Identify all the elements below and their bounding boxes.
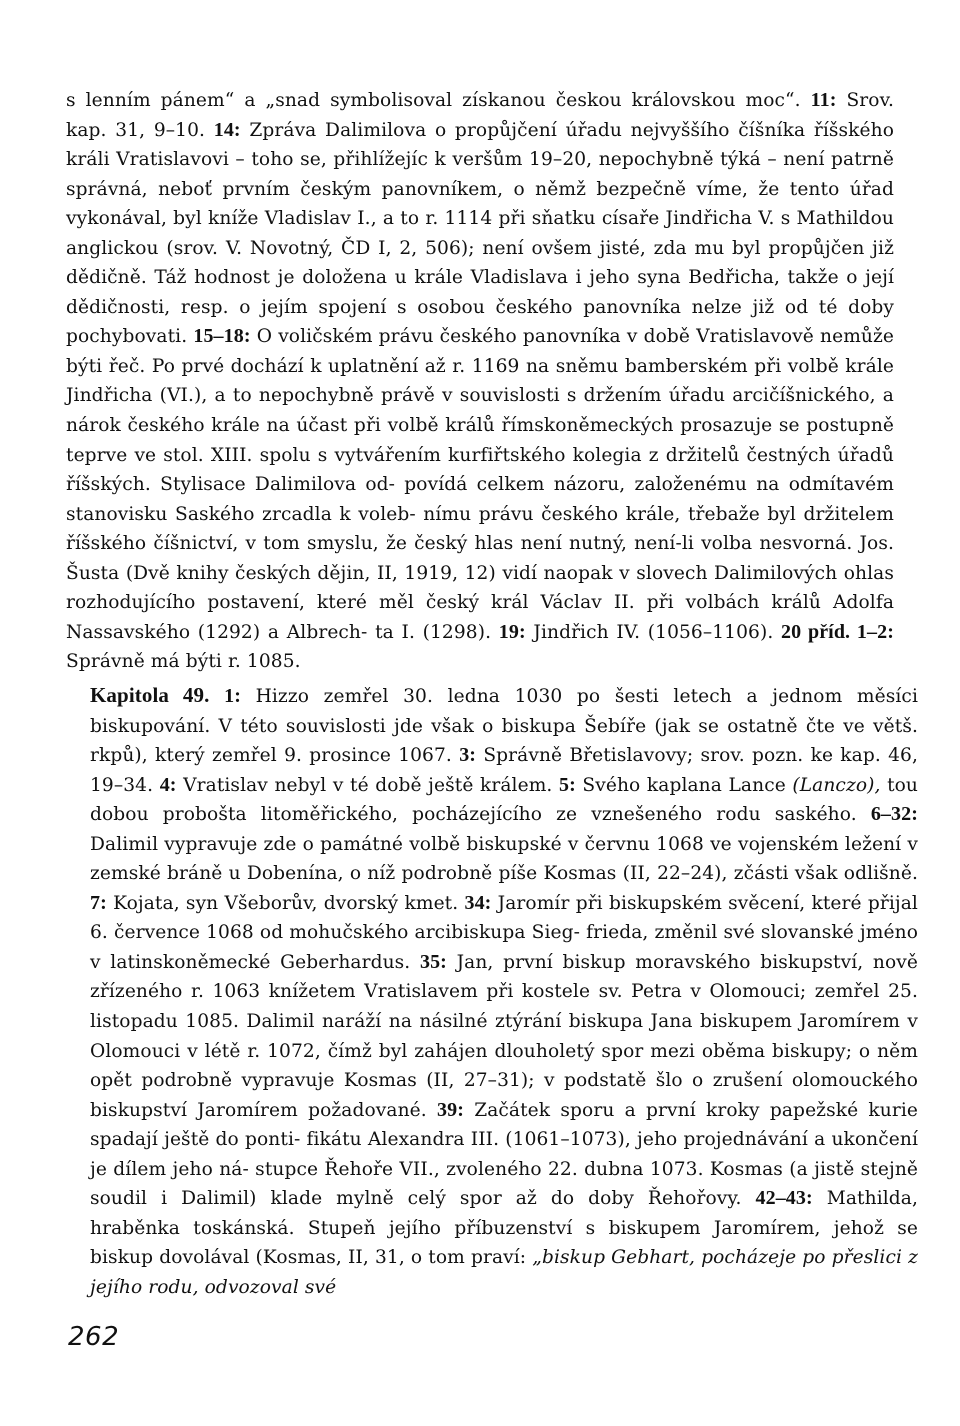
verse-reference: 39: <box>437 1098 464 1121</box>
commentary-paragraph-chapter-49 <box>90 681 918 1302</box>
body-text <box>209 686 224 707</box>
verse-reference: 7: <box>90 891 107 914</box>
verse-reference: 6–32: <box>870 803 918 826</box>
body-text: Mathilda, hraběnka toskánská. Stupeň jejího příbuzenství s biskupem Jaromírem, jehož se biskup dovolával (Kosmas, II, 31, o tom praví: <box>90 1188 918 1269</box>
verse-reference: 34: <box>464 891 492 914</box>
body-text: Dalimil vypravuje zde o památné volbě biskupské v červnu 1068 ve vojenském ležení v zemské bráně u Dobenína, o níž podrobně píše Kosmas (II, 22–24), zčásti však odlišně. <box>90 833 918 885</box>
body-text: s lenním pánem“ a „snad symbolisoval získanou českou královskou moc“. <box>66 90 811 111</box>
verse-reference: 11: <box>810 89 837 111</box>
body-text: Začátek sporu a první kroky papežské kurie spadají ještě do ponti- fikátu Alexandra III. (1061–1073), jeho projednávání a ukončení je dílem jeho ná- stupce Řehoře VII., zvoleného 22. dubna 1073. Kosmas (a jistě stejně soudil i Dalimil) klade mylně celý spor až do doby Řehořovy. <box>90 1099 918 1210</box>
chapter-heading: Kapitola 49. <box>90 683 210 707</box>
body-text: Jan, první biskup moravského biskupství, nově zřízeného r. 1063 knížetem Vratislavem při kostele sv. Petra v Olomouci; zemřel 25. listopadu 1085. Dalimil naráží na násilné ztýrání biskupa Jana biskupem Jaromírem v Olomouci v létě r. 1072, čímž byl zahájen dlouholetý spor mezi oběma biskupy; o něm opět podrobně vypravuje Kosmas (II, 27–31); v podstatě šlo o zrušení olomouckého biskupství Jaromírem požadované. <box>90 951 918 1121</box>
page-number: 262 <box>68 1322 120 1352</box>
body-text: Jaromír při biskupském svěcení, které přijal 6. července 1068 od mohučského arcibiskupa Sieg- frieda, změnil své slovanské jméno v latinskoněmecké Geberhardus. <box>90 892 918 973</box>
italic-quote: (Lanczo), <box>792 774 881 796</box>
body-text: Správně má býti r. 1085. <box>66 651 301 673</box>
verse-reference: 1: <box>224 685 241 707</box>
body-text: Správně Břetislavovy; srov. pozn. ke kap. 46, 19–34. <box>90 745 918 796</box>
body-text: Kojata, syn Všeborův, dvorský kmet. <box>106 892 465 914</box>
verse-reference: 42–43: <box>755 1187 813 1210</box>
verse-reference: 15–18: <box>193 325 251 348</box>
body-text: Zpráva Dalimilova o propůjčení úřadu nejvyššího číšníka říšského králi Vratislavovi – toho se, přihlížejíc k veršům 19–20, nepochybně týká – není patrně správná, neboť prvním českým panovníkem, o němž bezpečně víme, že tento úřad vykonával, byl kníže Vladislav I., a to r. 1114 při sňatku císaře Jindřicha V. s Mathildou anglickou (srov. V. Novotný, ČD I, 2, 506); není ovšem jisté, zda mu byl propůjčen již dědičně. Táž hodnost je doložena u krále Vladislava i jeho syna Bedřicha, takže o její dědičnosti, resp. o jejím spojení s osobou českého panovníka nelze již od té doby pochybovati. <box>66 119 894 348</box>
body-text: Srov. kap. 31, 9–10. <box>66 90 894 141</box>
verse-reference: 5: <box>559 773 576 796</box>
body-text: Svého kaplana Lance <box>575 774 793 796</box>
body-text: tou dobou probošta litoměřického, pocházejícího ze vznešeného rodu saského. <box>90 774 919 826</box>
verse-reference: 14: <box>213 118 241 141</box>
italic-quote: „biskup Gebhart, pocházeje po přeslici z jejího rodu, odvozoval své <box>90 1247 918 1298</box>
verse-reference: 4: <box>159 773 177 796</box>
verse-reference: 35: <box>419 950 447 973</box>
commentary-paragraph-chapter-48 <box>66 86 894 677</box>
body-text: Vratislav nebyl v té době ještě králem. <box>176 774 559 796</box>
body-text: Jindřich IV. (1056–1106). <box>525 621 782 643</box>
body-text: Hizzo zemřel 30. ledna 1030 po šesti letech a jednom měsíci biskupování. V této souvislosti jde však o biskupa Šebíře (jak se ostatně čte ve větš. rkpů), který zemřel 9. prosince 1067. <box>90 686 918 767</box>
verse-reference: 3: <box>459 744 477 767</box>
verse-reference: 20 příd. 1–2: <box>781 620 894 643</box>
verse-reference: 19: <box>498 620 526 643</box>
body-text: O voličském právu českého panovníka v době Vratislavově nemůže býti řeč. Po prvé dochází k uplatnění až r. 1169 na sněmu bamberském při volbě krále Jindřicha (VI.), a to nepochybně právě v souvislosti s držením úřadu arcičíšnického, a nárok českého krále na účast při volbě králů římskoněmeckých prosazuje se postupně teprve ve stol. XIII. spolu s vytvářením kurfiřtského kolegia z držitelů čestných úřadů říšských. Stylisace Dalimilova od- povídá celkem názoru, založenému na odmítavém stanovisku Saského zrcadla k voleb- nímu právu českého krále, třebaže byl držitelem říšského číšnictví, v tom smyslu, že český hlas není nutný, není-li volba nesvorná. Jos. Šusta (Dvě knihy českých dějin, II, 1919, 12) vidí naopak v slovech Dalimilových ohlas rozhodujícího postavení, které měl český král Václav II. při volbách králů Adolfa Nassavského (1292) a Albrech- ta I. (1298). <box>66 326 895 643</box>
